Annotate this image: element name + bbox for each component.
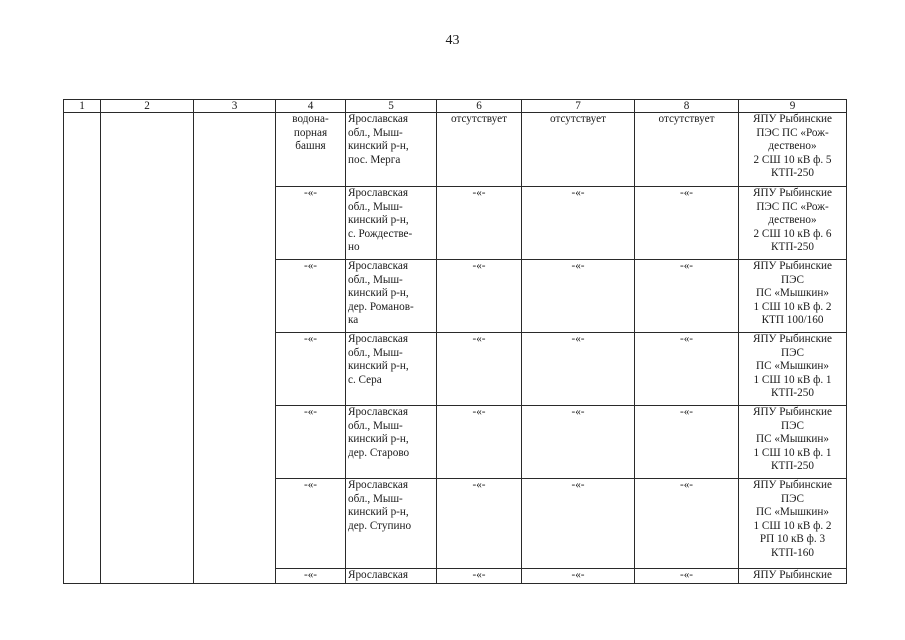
cell-c6: -«- bbox=[437, 187, 522, 260]
cell-line: порная bbox=[293, 126, 328, 139]
cell-c5 bbox=[346, 260, 437, 333]
cell-line: ПС «Мышкин» bbox=[755, 506, 829, 519]
cell-c6: -«- bbox=[437, 479, 522, 569]
cell-c6: -«- bbox=[437, 333, 522, 406]
cell-line: КТП 100/160 bbox=[761, 314, 824, 327]
header-cell: 4 bbox=[276, 100, 346, 113]
cell-c8: -«- bbox=[635, 260, 739, 333]
cell-line: -«- bbox=[303, 569, 318, 581]
cell-c8: -«- bbox=[635, 406, 739, 479]
cell-line: пос. Мерга bbox=[348, 153, 401, 166]
cell-line: кинский р-н, bbox=[348, 140, 409, 153]
cell-line: ПС «Мышкин» bbox=[755, 433, 829, 446]
cell-c7: -«- bbox=[522, 187, 635, 260]
cell-line: -«- bbox=[303, 479, 318, 491]
cell-line: кинский р-н, bbox=[348, 287, 409, 300]
cell-c8: -«- bbox=[635, 479, 739, 569]
cell-c5 bbox=[346, 333, 437, 406]
cell-line: обл., Мыш- bbox=[348, 492, 403, 505]
cell-line: ПЭС ПС «Рож- bbox=[756, 200, 829, 213]
cell-line: 1 СШ 10 кВ ф. 1 bbox=[753, 446, 832, 459]
header-cell: 2 bbox=[101, 100, 194, 113]
cell-line: ЯПУ Рыбинские bbox=[752, 187, 833, 199]
cell-line: ПЭС bbox=[781, 419, 804, 432]
cell-line: ПЭС bbox=[781, 346, 804, 359]
header-cell: 8 bbox=[635, 100, 739, 113]
cell-c9 bbox=[739, 569, 847, 584]
cell-line: ЯПУ Рыбинские bbox=[752, 260, 833, 272]
cell-c9 bbox=[739, 187, 847, 260]
cell-line: -«- bbox=[303, 187, 318, 199]
cell-line: обл., Мыш- bbox=[348, 346, 403, 359]
cell-line: дествено» bbox=[768, 140, 817, 153]
cell-line: ПЭС bbox=[781, 273, 804, 286]
page-number: 43 bbox=[445, 33, 460, 48]
cell-c4 bbox=[276, 260, 346, 333]
cell-line: Ярославская bbox=[348, 260, 409, 272]
cell-line: -«- bbox=[303, 333, 318, 345]
cell-line: ПС «Мышкин» bbox=[755, 287, 829, 300]
cell-line: -«- bbox=[303, 260, 318, 272]
cell-line: с. Сера bbox=[348, 373, 382, 386]
cell-c8: -«- bbox=[635, 569, 739, 584]
cell-c5 bbox=[346, 406, 437, 479]
cell-c6: -«- bbox=[437, 569, 522, 584]
cell-c5 bbox=[346, 187, 437, 260]
cell-line: КТП-250 bbox=[771, 460, 814, 473]
cell-line: Ярославская bbox=[348, 187, 409, 199]
cell-line: кинский р-н, bbox=[348, 360, 409, 373]
cell-c4 bbox=[276, 406, 346, 479]
cell-line: КТП-250 bbox=[771, 167, 814, 180]
cell-line: кинский р-н, bbox=[348, 433, 409, 446]
cell-line: дер. Ступино bbox=[348, 519, 412, 532]
table-row bbox=[64, 113, 847, 187]
cell-c9 bbox=[739, 333, 847, 406]
cell-line: ЯПУ Рыбинские bbox=[752, 479, 833, 491]
cell-line: с. Рождестве- bbox=[348, 227, 413, 240]
cell-c4 bbox=[276, 113, 346, 187]
cell-line: 2 СШ 10 кВ ф. 6 bbox=[753, 227, 832, 240]
cell-c6: отсутствует bbox=[437, 113, 522, 187]
header-cell: 7 bbox=[522, 100, 635, 113]
cell-line: обл., Мыш- bbox=[348, 419, 403, 432]
cell-c9 bbox=[739, 406, 847, 479]
cell-line: -«- bbox=[303, 406, 318, 418]
header-cell: 3 bbox=[194, 100, 276, 113]
cell-c7: -«- bbox=[522, 333, 635, 406]
cell-line: КТП-250 bbox=[771, 241, 814, 254]
cell-c8: -«- bbox=[635, 333, 739, 406]
cell-c4 bbox=[276, 569, 346, 584]
cell-line: Ярославская bbox=[348, 333, 409, 345]
header-cell: 9 bbox=[739, 100, 847, 113]
cell-c5 bbox=[346, 569, 437, 584]
header-cell: 5 bbox=[346, 100, 437, 113]
cell-c4 bbox=[276, 187, 346, 260]
cell-c8: отсутствует bbox=[635, 113, 739, 187]
document-table bbox=[63, 99, 847, 584]
cell-line: 1 СШ 10 кВ ф. 2 bbox=[753, 300, 832, 313]
cell-line: ЯПУ Рыбинские bbox=[752, 406, 833, 418]
cell-line: КТП-250 bbox=[771, 387, 814, 400]
cell-c7: -«- bbox=[522, 569, 635, 584]
cell-line: ПЭС bbox=[781, 492, 804, 505]
cell-line: ЯПУ Рыбинские bbox=[752, 333, 833, 345]
cell-line: обл., Мыш- bbox=[348, 273, 403, 286]
cell-line: Ярославская bbox=[348, 113, 409, 125]
cell-line: РП 10 кВ ф. 3 bbox=[759, 533, 826, 546]
cell-line: Ярославская bbox=[348, 479, 409, 491]
header-cell: 1 bbox=[64, 100, 101, 113]
cell-c6: -«- bbox=[437, 260, 522, 333]
cell-c8: -«- bbox=[635, 187, 739, 260]
empty-cell-col1 bbox=[64, 113, 101, 584]
cell-c7: -«- bbox=[522, 260, 635, 333]
cell-line: 2 СШ 10 кВ ф. 5 bbox=[753, 153, 832, 166]
cell-c4 bbox=[276, 333, 346, 406]
table-header-row bbox=[64, 100, 847, 113]
cell-line: ПЭС ПС «Рож- bbox=[756, 126, 829, 139]
cell-c9 bbox=[739, 479, 847, 569]
cell-c7: -«- bbox=[522, 479, 635, 569]
cell-c7: отсутствует bbox=[522, 113, 635, 187]
cell-c5 bbox=[346, 113, 437, 187]
cell-line: водона- bbox=[292, 113, 329, 125]
header-cell: 6 bbox=[437, 100, 522, 113]
cell-line: кинский р-н, bbox=[348, 214, 409, 227]
cell-c6: -«- bbox=[437, 406, 522, 479]
cell-line: обл., Мыш- bbox=[348, 126, 403, 139]
cell-line: ПС «Мышкин» bbox=[755, 360, 829, 373]
cell-line: но bbox=[348, 241, 360, 254]
empty-cell-col2 bbox=[101, 113, 194, 584]
cell-line: обл., Мыш- bbox=[348, 200, 403, 213]
cell-line: башня bbox=[295, 140, 326, 153]
cell-line: Ярославская bbox=[348, 406, 409, 418]
cell-line: дер. Старово bbox=[348, 446, 410, 459]
cell-line: кинский р-н, bbox=[348, 506, 409, 519]
cell-line: дер. Романов- bbox=[348, 300, 414, 313]
cell-line: 1 СШ 10 кВ ф. 2 bbox=[753, 519, 832, 532]
empty-cell-col3 bbox=[194, 113, 276, 584]
cell-c4 bbox=[276, 479, 346, 569]
cell-c5 bbox=[346, 479, 437, 569]
cell-c9 bbox=[739, 113, 847, 187]
cell-c7: -«- bbox=[522, 406, 635, 479]
cell-line: Ярославская bbox=[348, 569, 409, 581]
cell-line: дествено» bbox=[768, 214, 817, 227]
cell-line: ЯПУ Рыбинские bbox=[752, 569, 833, 581]
cell-line: КТП-160 bbox=[771, 546, 814, 559]
cell-line: ЯПУ Рыбинские bbox=[752, 113, 833, 125]
cell-c9 bbox=[739, 260, 847, 333]
cell-line: ка bbox=[348, 314, 359, 327]
cell-line: 1 СШ 10 кВ ф. 1 bbox=[753, 373, 832, 386]
